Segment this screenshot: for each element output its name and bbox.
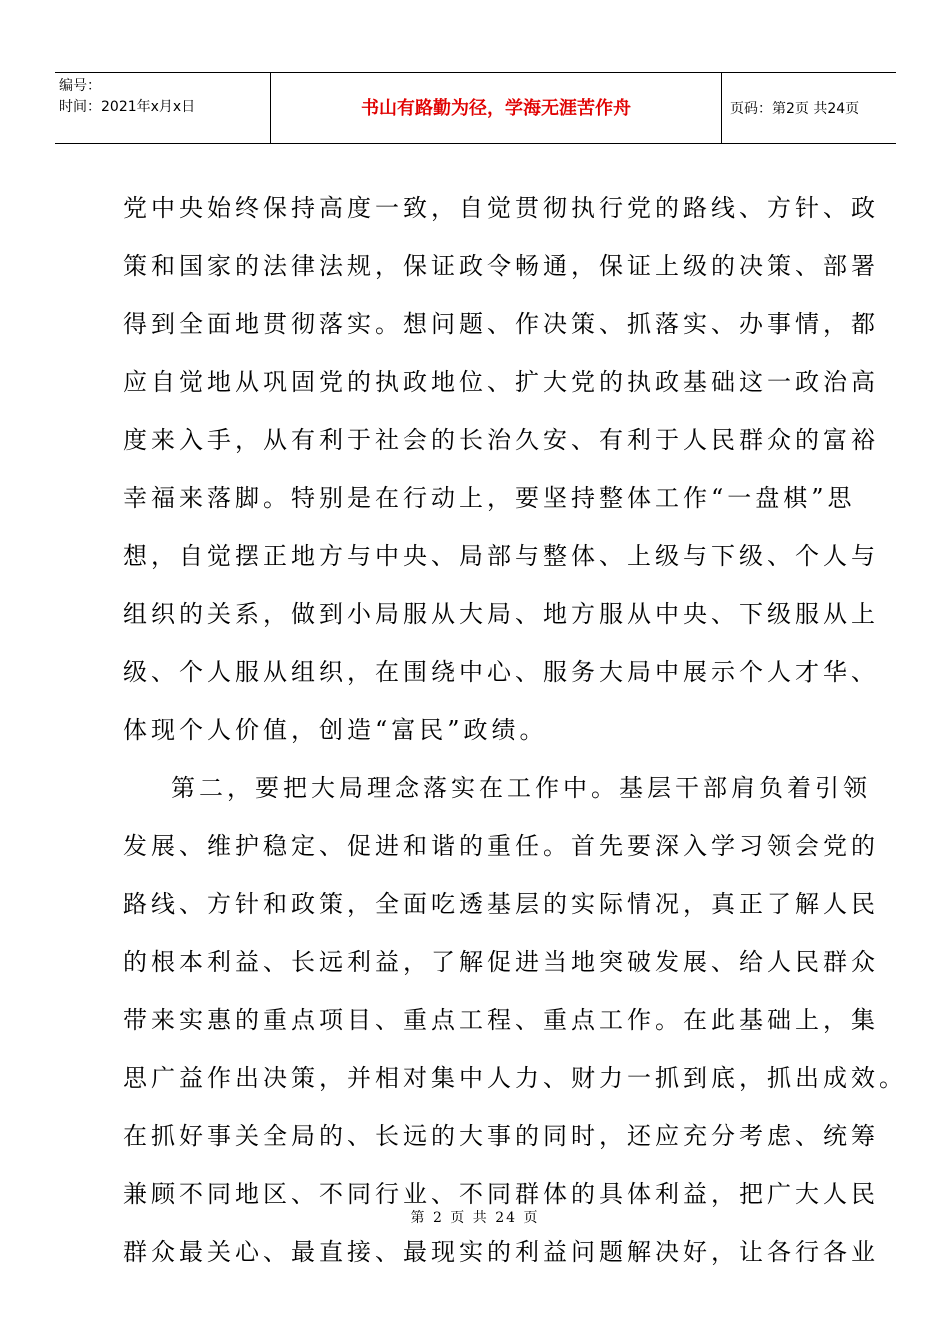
text-line: 策和国家的法律法规，保证政令畅通，保证上级的决策、部署 [123, 252, 879, 280]
text-line: 带来实惠的重点项目、重点工程、重点工作。在此基础上，集 [123, 1006, 879, 1034]
document-body [123, 185, 907, 1287]
header-meta-cell [55, 73, 270, 143]
text-line: 党中央始终保持高度一致，自觉贯彻执行党的路线、方针、政 [123, 194, 879, 222]
page-code-label: 页码：第2页 共24页 [730, 101, 860, 117]
header-motto-cell [270, 73, 722, 143]
text-line: 路线、方针和政策，全面吃透基层的实际情况，真正了解人民 [123, 890, 879, 918]
paragraph-1 [123, 185, 879, 765]
text-line: 体现个人价值，创造“富民”政绩。 [123, 716, 548, 744]
text-line: 第二，要把大局理念落实在工作中。基层干部肩负着引领 [171, 774, 871, 802]
text-line: 兼顾不同地区、不同行业、不同群体的具体利益，把广大人民 [123, 1180, 879, 1208]
text-line: 组织的关系，做到小局服从大局、地方服从中央、下级服从上 [123, 600, 879, 628]
date-label: 时间：2021年x月x日 [59, 99, 196, 115]
page-footer: 第 2 页 共 24 页 [410, 1210, 540, 1226]
text-line: 群众最关心、最直接、最现实的利益问题解决好，让各行各业 [123, 1238, 879, 1266]
motto-text: 书山有路勤为径，学海无涯苦作舟 [361, 98, 631, 119]
text-line: 得到全面地贯彻落实。想问题、作决策、抓落实、办事情，都 [123, 310, 879, 338]
text-line: 想，自觉摆正地方与中央、局部与整体、上级与下级、个人与 [123, 542, 879, 570]
header-page-cell [722, 73, 896, 143]
text-line: 思广益作出决策，并相对集中人力、财力一抓到底，抓出成效。 [123, 1064, 907, 1092]
text-line: 应自觉地从巩固党的执政地位、扩大党的执政基础这一政治高 [123, 368, 879, 396]
serial-number-label: 编号： [59, 78, 101, 94]
document-header-table [55, 72, 896, 144]
text-line: 级、个人服从组织，在围绕中心、服务大局中展示个人才华、 [123, 658, 879, 686]
text-line: 度来入手，从有利于社会的长治久安、有利于人民群众的富裕 [123, 426, 879, 454]
text-line: 幸福来落脚。特别是在行动上，要坚持整体工作“一盘棋”思 [123, 484, 856, 512]
text-line: 发展、维护稳定、促进和谐的重任。首先要深入学习领会党的 [123, 832, 879, 860]
text-line: 在抓好事关全局的、长远的大事的同时，还应充分考虑、统筹 [123, 1122, 879, 1150]
text-line: 的根本利益、长远利益，了解促进当地突破发展、给人民群众 [123, 948, 879, 976]
paragraph-2 [123, 765, 907, 1287]
